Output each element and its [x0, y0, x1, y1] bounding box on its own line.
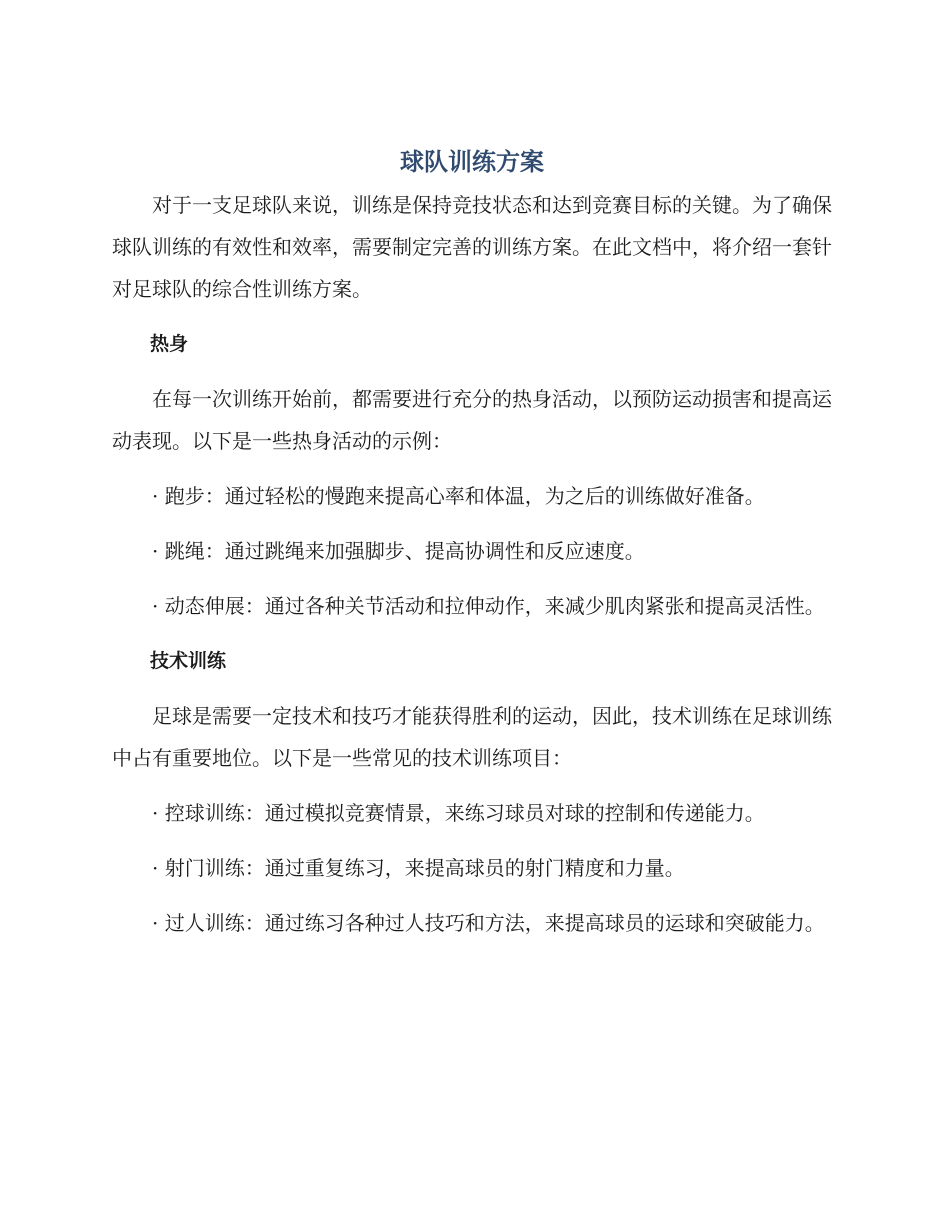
spacer — [112, 779, 832, 792]
spacer — [112, 889, 832, 902]
spacer — [112, 310, 832, 323]
document-title: 球队训练方案 — [400, 148, 544, 176]
list-item: · 跳绳：通过跳绳来加强脚步、提高协调性和反应速度。 — [152, 539, 645, 563]
list-item: · 跑步：通过轻松的慢跑来提高心率和体温，为之后的训练做好准备。 — [152, 484, 765, 508]
spacer — [112, 365, 832, 378]
list-item: · 过人训练：通过练习各种过人技巧和方法，来提高球员的运球和突破能力。 — [152, 911, 825, 935]
spacer — [112, 834, 832, 847]
list-item: · 动态伸展：通过各种关节活动和拉伸动作，来减少肌肉紧张和提高灵活性。 — [152, 594, 825, 618]
list-item: · 控球训练：通过模拟竞赛情景，来练习球员对球的控制和传递能力。 — [152, 801, 765, 825]
spacer — [112, 682, 832, 695]
spacer — [112, 572, 832, 585]
list-item: · 射门训练：通过重复练习，来提高球员的射门精度和力量。 — [152, 856, 685, 880]
technique-paragraph: 足球是需要一定技术和技巧才能获得胜利的运动，因此，技术训练在足球训练中占有重要地位。以下是一些常见的技术训练项目： — [112, 704, 832, 770]
spacer — [112, 517, 832, 530]
document-page — [112, 142, 832, 944]
spacer — [112, 627, 832, 640]
intro-paragraph: 对于一支足球队来说，训练是保持竞技状态和达到竞赛目标的关键。为了确保球队训练的有效性和效率，需要制定完善的训练方案。在此文档中，将介绍一套针对足球队的综合性训练方案。 — [112, 193, 832, 301]
warmup-paragraph: 在每一次训练开始前，都需要进行充分的热身活动，以预防运动损害和提高运动表现。以下是一些热身活动的示例： — [112, 387, 832, 453]
section-heading-technique: 技术训练 — [150, 650, 227, 672]
section-heading-warmup: 热身 — [150, 333, 189, 355]
spacer — [112, 462, 832, 475]
